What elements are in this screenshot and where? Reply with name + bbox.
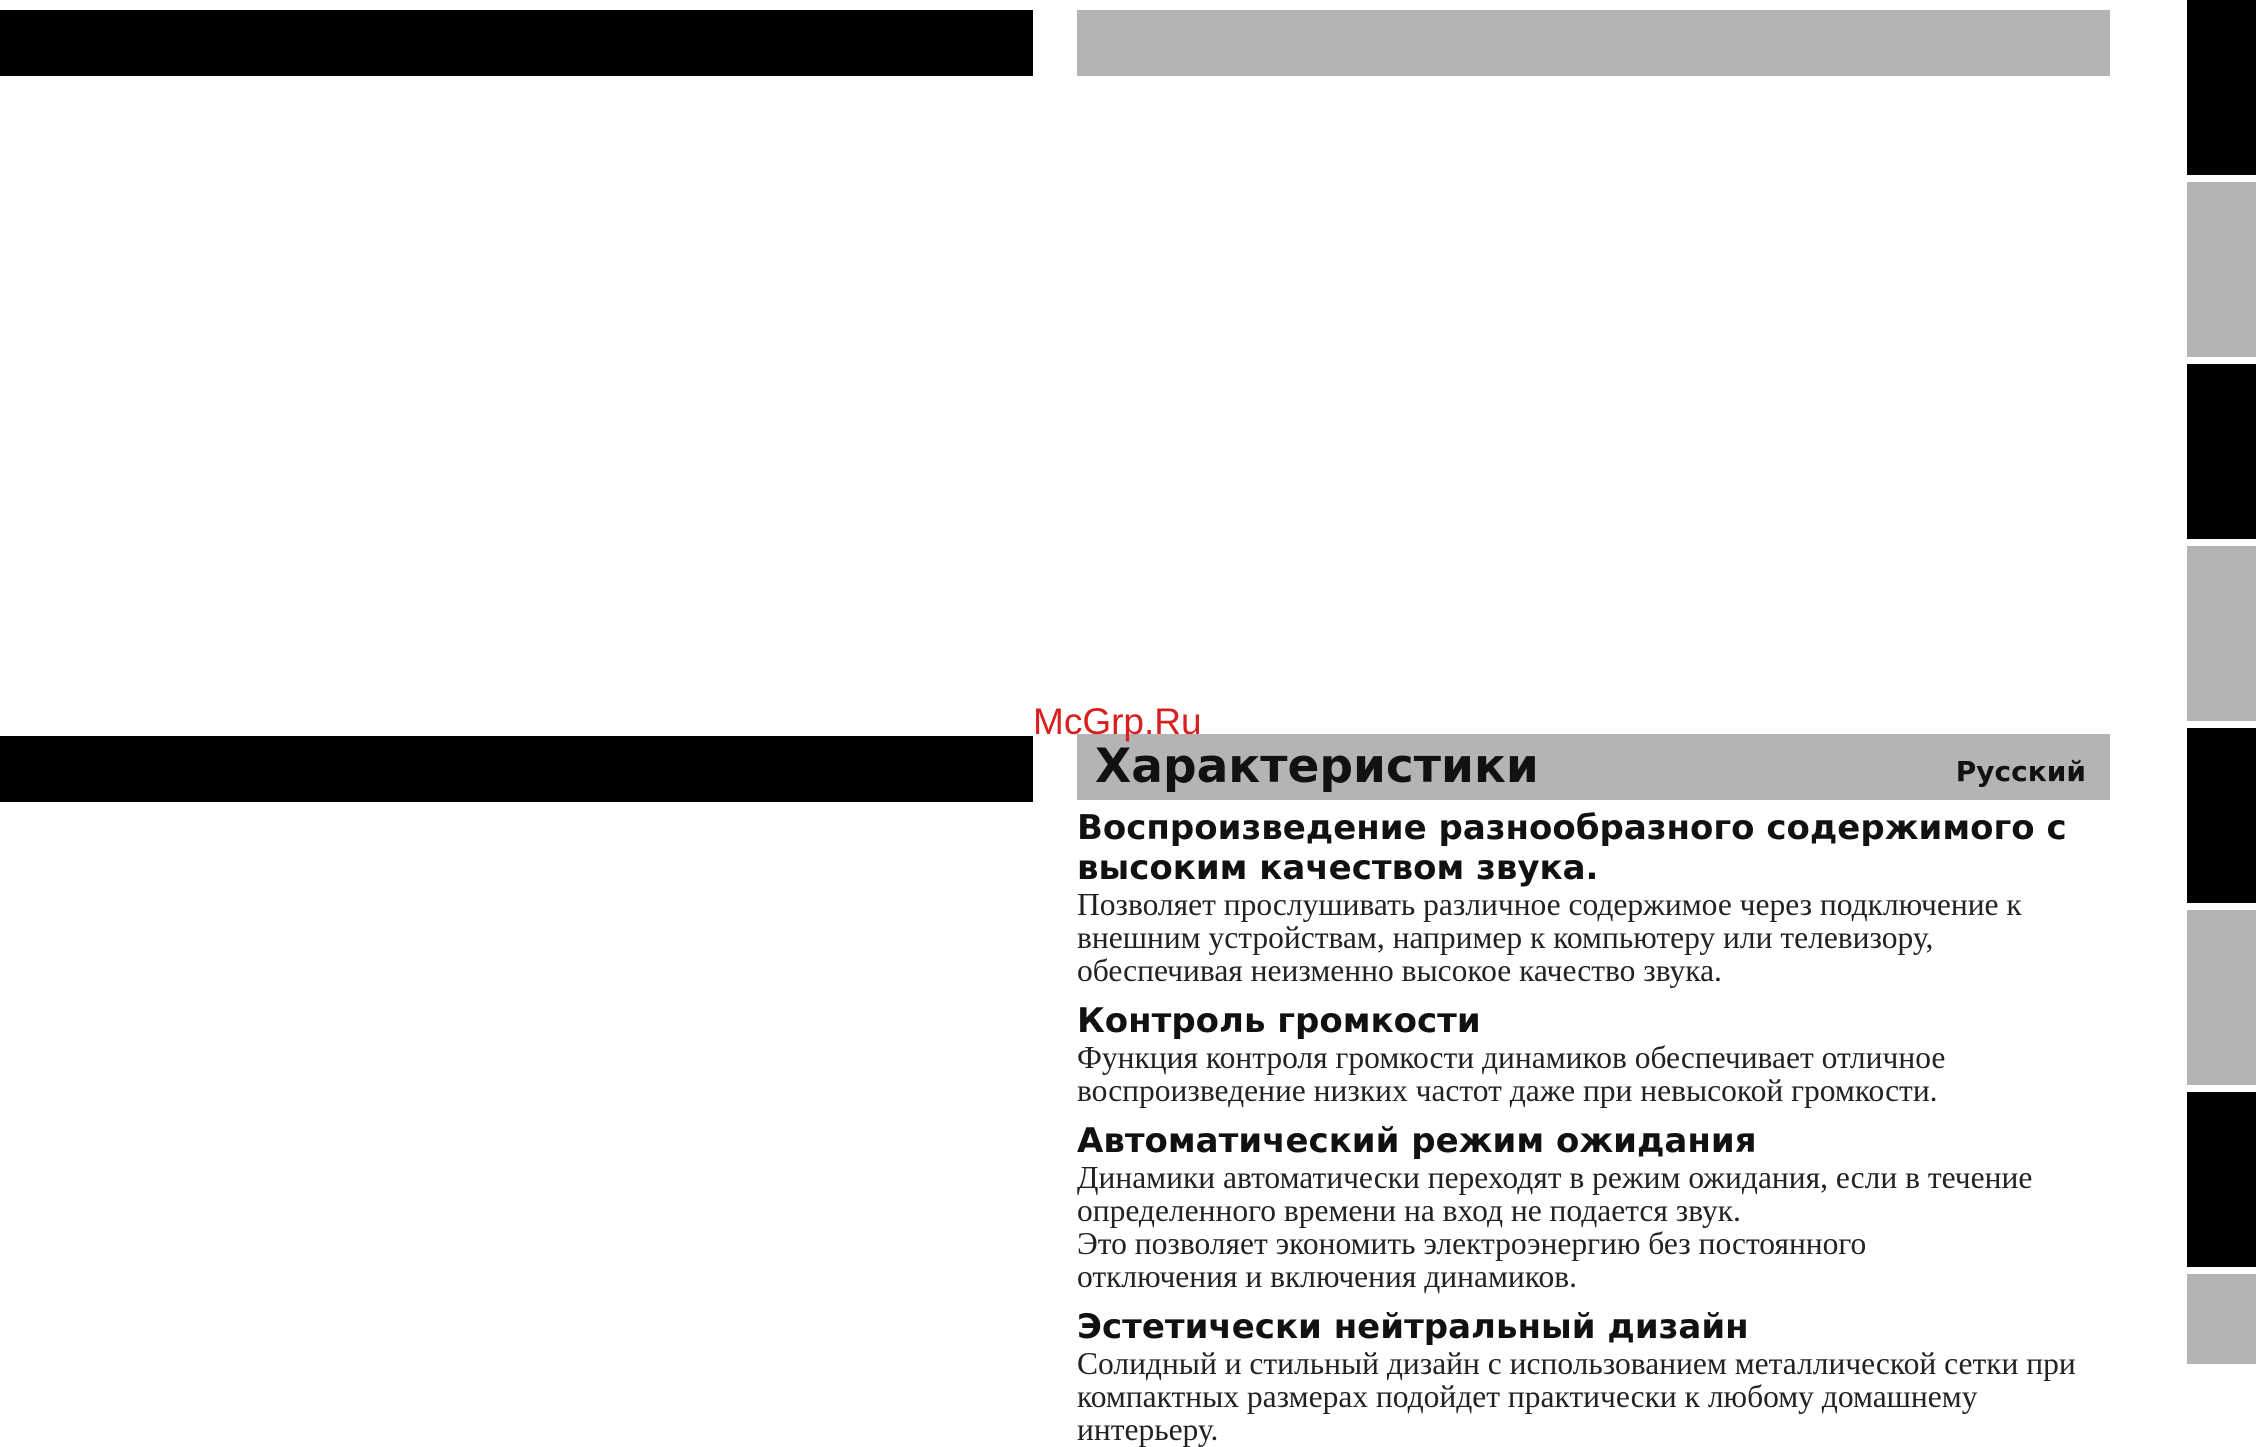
feature-heading <box>1077 1001 2117 1041</box>
feature-heading-line: Эстетически нейтральный дизайн <box>1077 1307 1749 1347</box>
language-tab-6 <box>2187 910 2256 1085</box>
feature-text-line: определенного времени на вход не подается звук. <box>1077 1193 1741 1228</box>
feature-text-line: Позволяет прослушивать различное содержимое через подключение к <box>1077 887 2022 922</box>
feature-heading-line: Автоматический режим ожидания <box>1077 1121 1757 1161</box>
feature-text <box>1077 1041 2117 1107</box>
feature-text-line: Это позволяет экономить электроэнергию без постоянного <box>1077 1226 1867 1261</box>
feature-item <box>1077 1001 2117 1107</box>
feature-text <box>1077 888 2117 987</box>
feature-text-line: воспроизведение низких частот даже при невысокой громкости. <box>1077 1073 1938 1108</box>
watermark-text: McGrp.Ru <box>1033 701 1202 742</box>
feature-text-line: Солидный и стильный дизайн с использованием металлической сетки при <box>1077 1346 2076 1381</box>
top-left-section-bar <box>0 10 1033 76</box>
feature-heading-line: Воспроизведение разнообразного содержимого с <box>1077 808 2067 848</box>
feature-text-line: внешним устройствам, например к компьютеру или телевизору, <box>1077 920 1934 955</box>
feature-text-line: обеспечивая неизменно высокое качество звука. <box>1077 953 1722 988</box>
language-tab-3 <box>2187 364 2256 539</box>
feature-heading-line: Контроль громкости <box>1077 1001 1481 1041</box>
feature-text-line: компактных размерах подойдет практически к любому домашнему интерьеру. <box>1077 1379 1978 1447</box>
feature-item <box>1077 808 2117 987</box>
feature-heading <box>1077 1307 2117 1347</box>
feature-text <box>1077 1161 2117 1293</box>
language-label: Русский <box>1955 755 2086 788</box>
language-tab-2 <box>2187 182 2256 357</box>
feature-heading <box>1077 1121 2117 1161</box>
language-tab-7 <box>2187 1092 2256 1267</box>
feature-heading <box>1077 808 2117 888</box>
language-tab-8 <box>2187 1274 2256 1364</box>
feature-item <box>1077 1121 2117 1293</box>
feature-text-line: Динамики автоматически переходят в режим ожидания, если в течение <box>1077 1160 2033 1195</box>
middle-left-section-bar <box>0 736 1033 802</box>
language-tab-4 <box>2187 546 2256 721</box>
feature-text <box>1077 1347 2117 1446</box>
feature-heading-line: высоким качеством звука. <box>1077 848 1599 888</box>
feature-item <box>1077 1307 2117 1446</box>
section-header-bar <box>1077 734 2110 800</box>
language-tab-1 <box>2187 0 2256 175</box>
feature-text-line: Функция контроля громкости динамиков обеспечивает отличное <box>1077 1040 1946 1075</box>
features-list <box>1077 808 2117 1446</box>
section-title: Характеристики <box>1095 739 1539 794</box>
language-tab-5 <box>2187 728 2256 903</box>
feature-text-line: отключения и включения динамиков. <box>1077 1259 1577 1294</box>
top-right-section-bar <box>1077 10 2110 76</box>
